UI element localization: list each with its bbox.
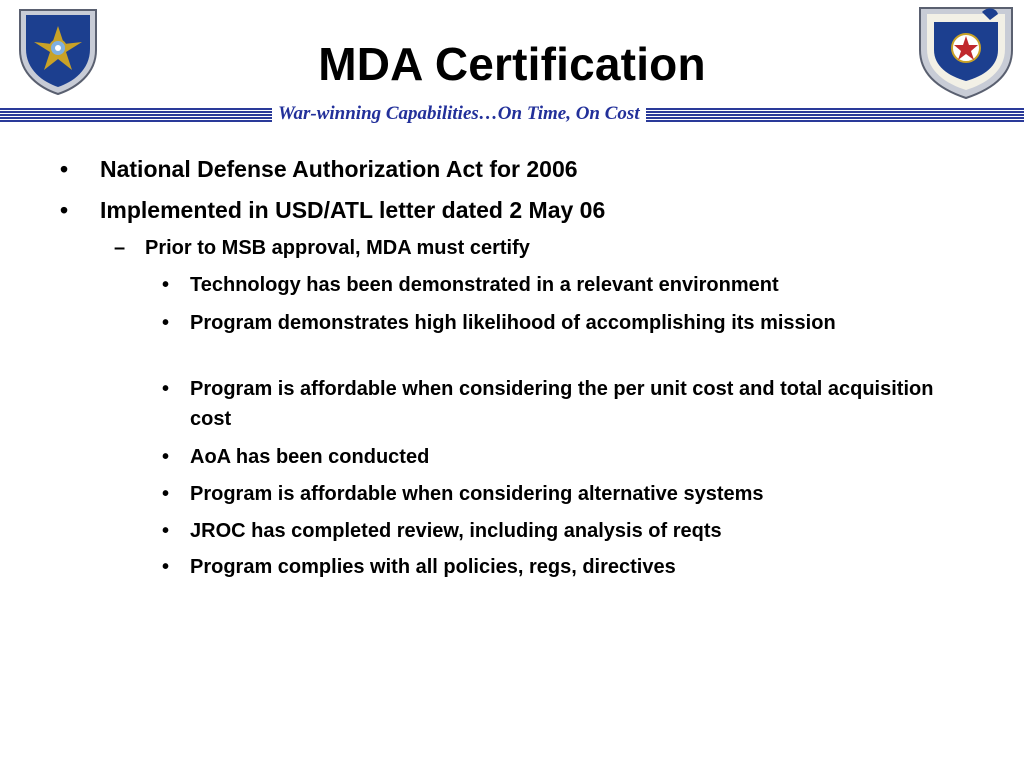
sub-sub-bullet-marker: • (162, 556, 170, 578)
bullet-marker: • (60, 197, 69, 223)
sub-sub-bullet-item (162, 479, 962, 509)
sub-sub-bullet-item (162, 308, 962, 338)
sub-sub-bullet-marker: • (162, 378, 170, 400)
sub-sub-bullet-text: Technology has been demonstrated in a relevant environment (190, 274, 779, 296)
sub-bullet-marker: – (114, 237, 126, 259)
sub-sub-bullet-item (162, 374, 962, 434)
sub-sub-bullet-item (162, 270, 962, 300)
sub-sub-bullet-marker: • (162, 520, 170, 542)
sub-sub-bullet-item (162, 442, 962, 472)
sub-sub-bullet-text: Program complies with all policies, regs, directives (190, 556, 676, 578)
sub-sub-bullet-text: Program is affordable when considering the per unit cost and total acquisition cost (190, 378, 934, 430)
bullet-text: National Defense Authorization Act for 2006 (100, 156, 578, 182)
air-armament-center-emblem (912, 2, 1020, 100)
bullet-marker: • (60, 156, 69, 182)
sub-sub-bullet-text: AoA has been conducted (190, 446, 430, 468)
sub-sub-bullet-marker: • (162, 483, 170, 505)
sub-sub-bullet-marker: • (162, 446, 170, 468)
sub-sub-bullet-text: JROC has completed review, including analysis of reqts (190, 520, 722, 542)
sub-sub-bullet-text: Program is affordable when considering alternative systems (190, 483, 764, 505)
sub-sub-bullet-marker: • (162, 274, 170, 296)
bullet-text: Implemented in USD/ATL letter dated 2 May 06 (100, 197, 606, 223)
sub-sub-bullet-item (162, 552, 962, 582)
slide-title: MDA Certification (318, 38, 706, 90)
sub-sub-bullet-marker: • (162, 312, 170, 334)
sub-sub-bullet-text: Program demonstrates high likelihood of accomplishing its mission (190, 312, 836, 334)
sub-bullet-text: Prior to MSB approval, MDA must certify (145, 237, 530, 259)
sub-sub-bullet-item (162, 516, 962, 546)
tagline: War-winning Capabilities…On Time, On Cost (272, 101, 646, 127)
